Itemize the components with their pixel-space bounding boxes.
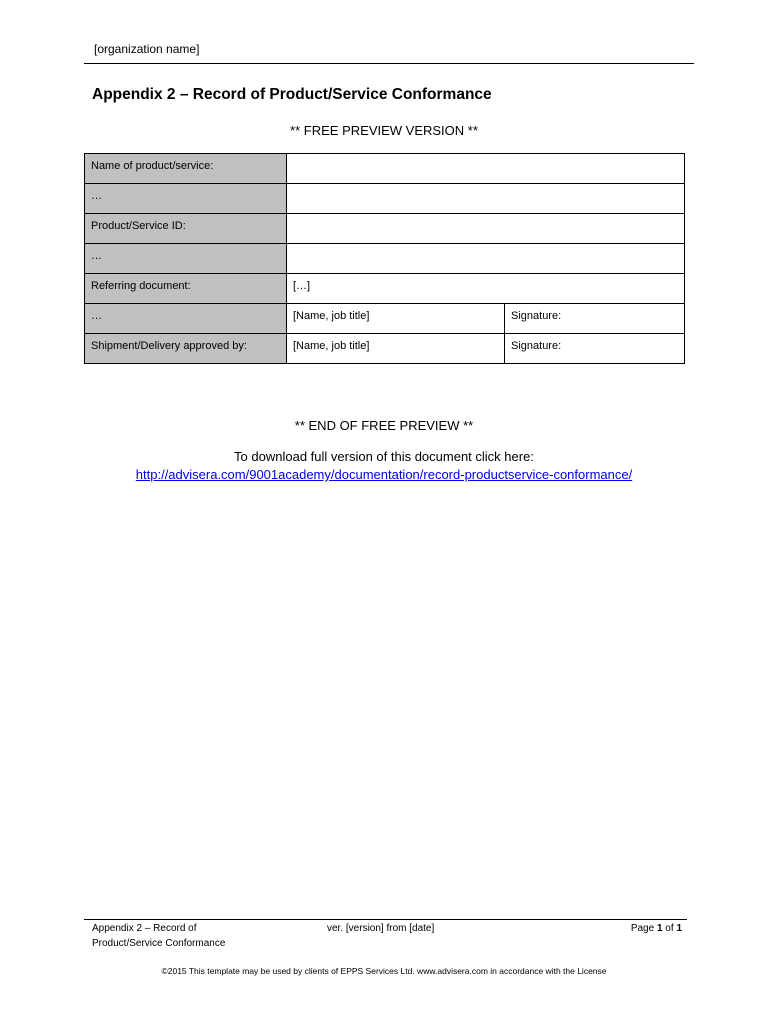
- table-row: [85, 184, 685, 214]
- page-total: 1: [676, 923, 682, 934]
- ellipsis-label: …: [85, 184, 287, 214]
- conformance-form-table: [84, 153, 685, 364]
- page-of: of: [662, 923, 677, 934]
- product-name-label: Name of product/service:: [85, 154, 287, 184]
- footer-title-line1: Appendix 2 – Record of: [92, 923, 197, 934]
- footer-version: ver. [version] from [date]: [327, 923, 435, 934]
- footer-divider: [84, 919, 687, 920]
- organization-name: [organization name]: [94, 42, 200, 56]
- approved-by-label: Shipment/Delivery approved by:: [85, 334, 287, 364]
- table-row: [85, 154, 685, 184]
- ellipsis-field[interactable]: [287, 244, 685, 274]
- table-row: [85, 214, 685, 244]
- signature-field[interactable]: Signature:: [505, 304, 685, 334]
- footer-title-line2: Product/Service Conformance: [92, 938, 226, 949]
- table-row: [85, 334, 685, 364]
- referring-document-field[interactable]: […]: [287, 274, 685, 304]
- download-link[interactable]: http://advisera.com/9001academy/documentation/record-productservice-conformance/: [135, 467, 633, 482]
- product-id-field[interactable]: [287, 214, 685, 244]
- download-link-container: [0, 467, 768, 482]
- approver-signature-field[interactable]: Signature:: [505, 334, 685, 364]
- document-title: Appendix 2 – Record of Product/Service Conformance: [92, 86, 492, 103]
- download-instruction: To download full version of this document click here:: [234, 449, 534, 464]
- ellipsis-field[interactable]: [287, 184, 685, 214]
- header-divider: [84, 63, 694, 64]
- ellipsis-label: …: [85, 304, 287, 334]
- end-preview-notice: ** END OF FREE PREVIEW **: [294, 418, 474, 433]
- product-name-field[interactable]: [287, 154, 685, 184]
- name-job-title-field[interactable]: [Name, job title]: [287, 304, 505, 334]
- copyright-notice: ©2015 This template may be used by clients of EPPS Services Ltd. www.advisera.com in accordance with the License: [161, 966, 607, 976]
- table-row: [85, 244, 685, 274]
- page-current: 1: [656, 923, 663, 934]
- ellipsis-label: …: [85, 244, 287, 274]
- footer-document-name: [92, 921, 272, 951]
- footer-page-number: [580, 921, 682, 936]
- page-word: Page: [630, 923, 657, 934]
- referring-document-label: Referring document:: [85, 274, 287, 304]
- approver-name-field[interactable]: [Name, job title]: [287, 334, 505, 364]
- product-id-label: Product/Service ID:: [85, 214, 287, 244]
- table-row: [85, 274, 685, 304]
- free-preview-notice: ** FREE PREVIEW VERSION **: [290, 123, 478, 138]
- table-row: [85, 304, 685, 334]
